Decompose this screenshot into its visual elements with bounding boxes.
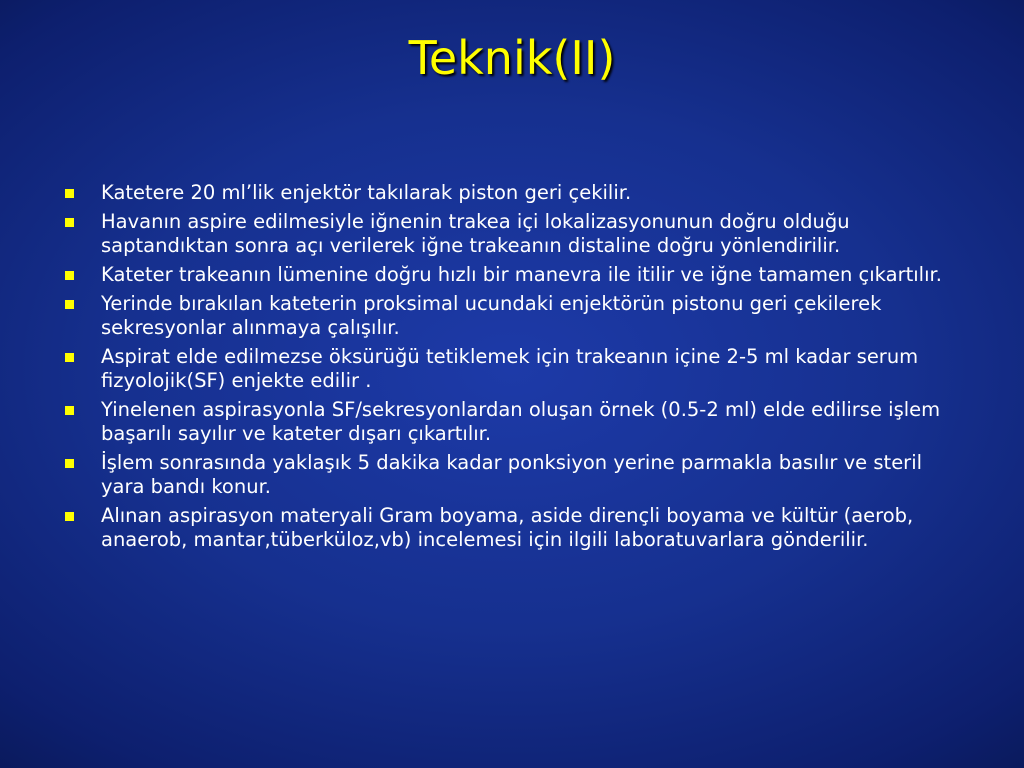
square-bullet-icon [65, 353, 74, 362]
square-bullet-icon [65, 189, 74, 198]
square-bullet-icon [65, 406, 74, 415]
bullet-text: Aspirat elde edilmezse öksürüğü tetiklemek için trakeanın içine 2-5 ml kadar serum fizyolojik(SF) enjekte edilir . [101, 345, 919, 392]
bullet-item [63, 398, 963, 446]
square-bullet-icon [65, 459, 74, 468]
bullet-text: İşlem sonrasında yaklaşık 5 dakika kadar ponksiyon yerine parmakla basılır ve steril yara bandı konur. [101, 451, 923, 498]
bullet-text: Yinelenen aspirasyonla SF/sekresyonlardan oluşan örnek (0.5-2 ml) elde edilirse işlem başarılı sayılır ve kateter dışarı çıkartılır. [101, 398, 941, 445]
square-bullet-icon [65, 218, 74, 227]
square-bullet-icon [65, 271, 74, 280]
slide-title: Teknik(II) [408, 31, 616, 85]
bullet-item [63, 451, 963, 499]
bullet-item [63, 292, 963, 340]
square-bullet-icon [65, 512, 74, 521]
bullet-item [63, 181, 963, 205]
bullet-text: Katetere 20 ml’lik enjektör takılarak piston geri çekilir. [101, 181, 632, 204]
bullet-item [63, 263, 963, 287]
square-bullet-icon [65, 300, 74, 309]
bullet-text: Havanın aspire edilmesiyle iğnenin trakea içi lokalizasyonunun doğru olduğu saptandıktan sonra açı verilerek iğne trakeanın distaline doğru yönlendirilir. [101, 210, 850, 257]
bullet-item [63, 210, 963, 258]
bullet-text: Alınan aspirasyon materyali Gram boyama, aside dirençli boyama ve kültür (aerob, anaerob, mantar,tüberküloz,vb) incelemesi için ilgili laboratuvarlara gönderilir. [101, 504, 914, 551]
bullet-item [63, 345, 963, 393]
bullet-list [63, 181, 963, 557]
bullet-item [63, 504, 963, 552]
bullet-text: Yerinde bırakılan kateterin proksimal ucundaki enjektörün pistonu geri çekilerek sekresyonlar alınmaya çalışılır. [101, 292, 882, 339]
bullet-text: Kateter trakeanın lümenine doğru hızlı bir manevra ile itilir ve iğne tamamen çıkartılır. [101, 263, 942, 286]
